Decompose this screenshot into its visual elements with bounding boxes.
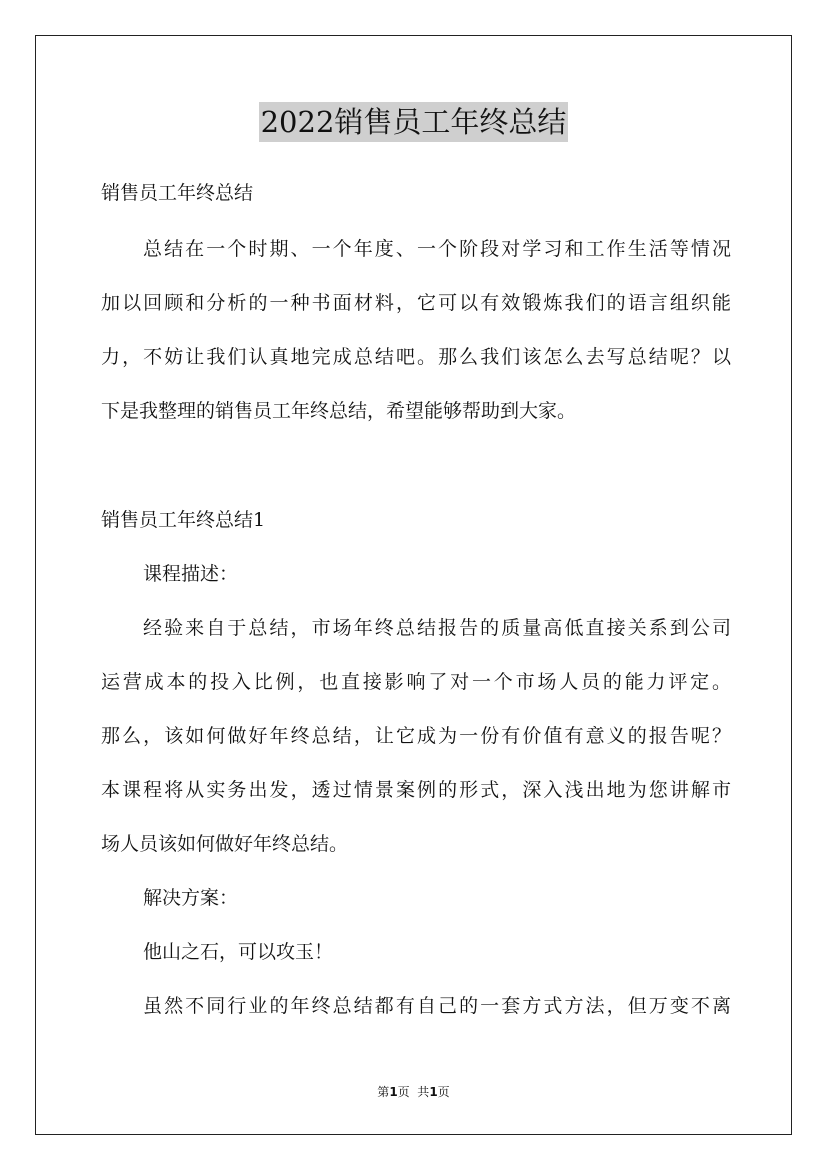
paragraph-line: 加以回顾和分析的一种书面材料，它可以有效锻炼我们的语言组织能 xyxy=(101,292,731,314)
paragraph-line: 总结在一个时期、一个年度、一个阶段对学习和工作生活等情况 xyxy=(143,238,731,260)
paragraph-line: 力，不妨让我们认真地完成总结吧。那么我们该怎么去写总结呢？以 xyxy=(101,346,731,368)
title-container xyxy=(0,102,827,142)
paragraph-line: 场人员该如何做好年终总结。 xyxy=(101,833,349,855)
paragraph-line: 他山之石，可以攻玉！ xyxy=(143,941,334,963)
section-heading: 销售员工年终总结1 xyxy=(101,509,266,531)
footer-prefix: 第 xyxy=(377,1085,390,1099)
paragraph-line: 虽然不同行业的年终总结都有自己的一套方式方法，但万变不离 xyxy=(143,995,731,1017)
footer-total-pages: 1 xyxy=(429,1085,438,1099)
paragraph-line: 经验来自于总结，市场年终总结报告的质量高低直接关系到公司 xyxy=(143,617,731,639)
paragraph-line: 本课程将从实务出发，透过情景案例的形式，深入浅出地为您讲解市 xyxy=(101,779,731,801)
footer-mid: 页 共 xyxy=(397,1085,430,1099)
paragraph-line: 那么，该如何做好年终总结，让它成为一份有价值有意义的报告呢？ xyxy=(101,725,731,747)
section-heading: 销售员工年终总结 xyxy=(101,182,254,204)
footer-suffix: 页 xyxy=(437,1085,450,1099)
footer-page-number: 1 xyxy=(389,1085,398,1099)
subheading: 解决方案： xyxy=(143,887,239,909)
paragraph-line: 运营成本的投入比例，也直接影响了对一个市场人员的能力评定。 xyxy=(101,671,731,693)
paragraph-line: 下是我整理的销售员工年终总结，希望能够帮助到大家。 xyxy=(101,400,577,422)
document-title: 2022销售员工年终总结 xyxy=(259,102,569,142)
page-footer xyxy=(0,1083,827,1101)
subheading: 课程描述： xyxy=(143,563,239,585)
